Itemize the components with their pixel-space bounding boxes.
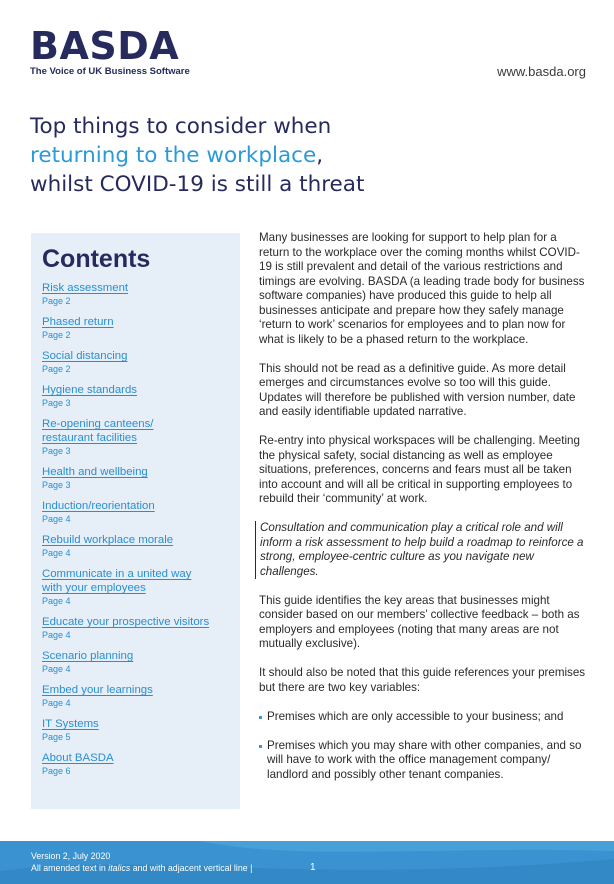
contents-link[interactable]: Phased return [42, 316, 114, 328]
contents-item[interactable] [42, 417, 229, 457]
contents-item[interactable] [42, 315, 229, 341]
document-title [30, 112, 590, 199]
bullet-square-icon [259, 745, 262, 748]
bullet-item [259, 739, 587, 783]
contents-link[interactable]: Re-opening canteens/ [42, 418, 154, 430]
contents-item[interactable] [42, 349, 229, 375]
contents-link[interactable]: About BASDA [42, 752, 114, 764]
bullet-item [259, 710, 587, 725]
footer-amend-note [31, 863, 252, 873]
contents-page-ref: Page 4 [42, 630, 71, 640]
contents-page-ref: Page 2 [42, 364, 71, 374]
contents-item[interactable] [42, 717, 229, 743]
contents-link[interactable]: Rebuild workplace morale [42, 534, 174, 546]
contents-page-ref: Page 2 [42, 330, 71, 340]
contents-link[interactable]: Health and wellbeing [42, 466, 148, 478]
contents-item[interactable] [42, 567, 229, 607]
contents-link[interactable]: Social distancing [42, 350, 128, 362]
footer-note-italic: italics [108, 863, 131, 873]
contents-page-ref: Page 4 [42, 548, 71, 558]
contents-link[interactable]: Risk assessment [42, 282, 129, 294]
contents-link[interactable]: Hygiene standards [42, 384, 137, 396]
contents-link-continued[interactable]: with your employees [42, 582, 146, 594]
contents-item[interactable] [42, 615, 229, 641]
title-line-2 [30, 141, 590, 170]
contents-link[interactable]: Scenario planning [42, 650, 134, 662]
paragraph-5: This guide identifies the key areas that businesses might consider based on our members’ collective feedback – both as employers and employees (noting that many areas are not mutually exclusive). [259, 593, 580, 650]
contents-page-ref: Page 4 [42, 514, 71, 524]
paragraph-1: Many businesses are looking for support to help plan for a return to the workplace over the coming months whilst COVID-19 is still prevalent and detail of the various restrictions and timings are evolving. BASDA (a leading trade body for business software companies) have produced this guide to help all businesses anticipate and prepare how they safely manage ‘return to work’ scenarios for employees and to plan now for what is likely to be a phased return to the workplace. [259, 231, 585, 346]
contents-panel [31, 233, 240, 809]
contents-link[interactable]: Embed your learnings [42, 684, 153, 696]
title-line-2-suffix: , [316, 143, 324, 168]
contents-item[interactable] [42, 649, 229, 675]
page-number: 1 [310, 862, 316, 873]
contents-item[interactable] [42, 465, 229, 491]
contents-page-ref: Page 3 [42, 480, 71, 490]
contents-item[interactable] [42, 533, 229, 559]
contents-item[interactable] [42, 383, 229, 409]
contents-item[interactable] [42, 281, 229, 307]
contents-list [42, 281, 229, 777]
paragraph-6: It should also be noted that this guide references your premises but there are two key variables: [259, 666, 586, 694]
paragraph-3: Re-entry into physical workspaces will be challenging. Meeting the physical safety, social distancing as well as employee situations, preferences, concerns and fears must all be taken into account and will all be critical in supporting employees to rebuild their ‘community’ at work. [259, 434, 580, 505]
contents-link[interactable]: Induction/reorientation [42, 500, 155, 512]
contents-link[interactable]: IT Systems [42, 718, 99, 730]
basda-logo[interactable] [30, 26, 190, 77]
title-highlight: returning to the workplace [30, 143, 317, 168]
site-url-link[interactable]: www.basda.org [497, 64, 586, 79]
title-line-3: whilst COVID-19 is still a threat [30, 172, 365, 197]
contents-item[interactable] [42, 683, 229, 709]
paragraph-amended-italic: Consultation and communication play a critical role and will inform a risk assessment to help build a roadmap to reinforce a strong, employee-centric culture as you navigate new challenges. [255, 521, 587, 579]
bullet-square-icon [259, 716, 262, 719]
page-footer [0, 841, 614, 884]
contents-page-ref: Page 4 [42, 664, 71, 674]
contents-link[interactable]: Communicate in a united way [42, 568, 192, 580]
contents-page-ref: Page 6 [42, 766, 71, 776]
contents-heading: Contents [42, 245, 151, 273]
paragraph-2: This should not be read as a definitive guide. As more detail emerges and circumstances evolve so too will this guide. Updates will therefore be published with version number, date and easily identifiable updated narrative. [259, 361, 576, 418]
contents-page-ref: Page 4 [42, 698, 71, 708]
footer-version: Version 2, July 2020 [31, 851, 111, 861]
contents-link[interactable]: Educate your prospective visitors [42, 616, 210, 628]
logo-tagline: The Voice of UK Business Software [30, 66, 190, 77]
contents-page-ref: Page 3 [42, 398, 71, 408]
footer-note-suffix: and with adjacent vertical line | [130, 863, 253, 873]
contents-page-ref: Page 5 [42, 732, 71, 742]
intro-body [259, 231, 587, 797]
logo-wordmark: BASDA [30, 24, 180, 68]
footer-note-prefix: All amended text in [31, 863, 109, 873]
contents-page-ref: Page 2 [42, 296, 71, 306]
bullet-text-2: Premises which you may share with other companies, and so will have to work with the office management company/ landlord and possibly other tenant companies. [267, 738, 582, 781]
title-line-1: Top things to consider when [30, 114, 332, 139]
contents-link-continued[interactable]: restaurant facilities [42, 432, 137, 444]
contents-item[interactable] [42, 499, 229, 525]
contents-page-ref: Page 4 [42, 596, 71, 606]
contents-item[interactable] [42, 751, 229, 777]
bullet-text-1: Premises which are only accessible to your business; and [267, 709, 564, 723]
contents-page-ref: Page 3 [42, 446, 71, 456]
